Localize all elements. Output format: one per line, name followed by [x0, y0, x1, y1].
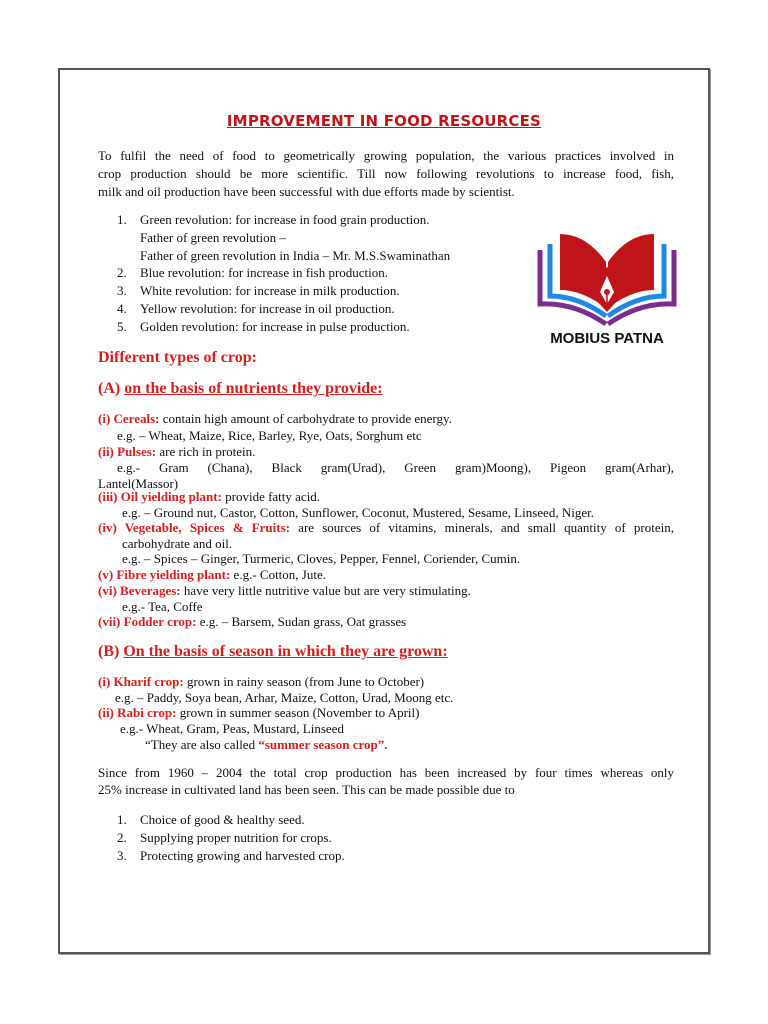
- oil-text: provide fatty acid.: [221, 489, 321, 504]
- section-a-heading: [98, 379, 383, 399]
- pulses-line: [98, 444, 255, 460]
- section-a-title: on the basis of nutrients they provide:: [124, 380, 383, 397]
- intro-line-2: crop production should be more scientific. Till now following revolutions to increase food, fish,: [98, 166, 674, 181]
- rabi-note-text: “They are also called: [145, 737, 259, 752]
- revolution-num-1: 1.: [117, 212, 127, 227]
- kharif-text: grown in rainy season (from June to October): [183, 674, 425, 689]
- veg-example: e.g. – Spices – Ginger, Turmeric, Cloves, Pepper, Fennel, Coriender, Cumin.: [122, 551, 521, 566]
- veg-line: [98, 520, 674, 536]
- revolution-num-5: 5.: [117, 319, 127, 334]
- section-heading: Different types of crop:: [98, 349, 257, 366]
- pulses-label: (ii) Pulses:: [98, 444, 157, 459]
- oil-label: (iii) Oil yielding plant:: [98, 489, 222, 504]
- section-a-prefix: (A): [98, 380, 125, 397]
- revolution-num-4: 4.: [117, 301, 127, 316]
- cereals-line: [98, 411, 452, 427]
- fodder-text: e.g. – Barsem, Sudan grass, Oat grasses: [196, 614, 407, 629]
- rabi-note: [145, 737, 387, 753]
- final-num-1: 1.: [117, 812, 127, 827]
- final-list-item: Choice of good & healthy seed.: [140, 812, 305, 827]
- final-num-2: 2.: [117, 830, 127, 845]
- revolution-item: Father of green revolution in India – Mr. M.S.Swaminathan: [140, 248, 451, 263]
- pulses-text: are rich in protein.: [156, 444, 256, 459]
- rabi-note-highlight: “summer season crop”.: [258, 737, 388, 752]
- intro-line-1: To fulfil the need of food to geometrically growing population, the various practices involved in: [98, 148, 674, 163]
- beverages-line: [98, 583, 471, 599]
- final-list-item: Supplying proper nutrition for crops.: [140, 830, 332, 845]
- oil-line: [98, 489, 320, 505]
- revolution-item: Father of green revolution –: [140, 230, 286, 245]
- pulses-example: e.g.- Gram (Chana), Black gram(Urad), Green gram)Moong), Pigeon gram(Arhar),: [117, 460, 674, 475]
- veg-text: are sources of vitamins, minerals, and small quantity of protein,: [289, 520, 675, 535]
- revolution-item: Blue revolution: for increase in fish production.: [140, 265, 389, 280]
- logo-text: MOBIUS PATNA: [550, 330, 664, 347]
- veg-label: (iv) Vegetable, Spices & Fruits:: [98, 520, 290, 535]
- closing-line-2: 25% increase in cultivated land has been seen. This can be made possible due to: [98, 782, 515, 797]
- beverages-label: (vi) Beverages:: [98, 583, 181, 598]
- revolution-item: Green revolution: for increase in food grain production.: [140, 212, 430, 227]
- cereals-label: (i) Cereals:: [98, 411, 160, 426]
- kharif-example: e.g. – Paddy, Soya bean, Arhar, Maize, Cotton, Urad, Moong etc.: [115, 690, 454, 705]
- intro-line-3: milk and oil production have been successful with due efforts made by scientist.: [98, 184, 515, 199]
- fibre-text: e.g.- Cotton, Jute.: [230, 567, 326, 582]
- fibre-line: [98, 567, 326, 583]
- final-list-item: Protecting growing and harvested crop.: [140, 848, 345, 863]
- fodder-label: (vii) Fodder crop:: [98, 614, 197, 629]
- pulses-example-2: Lantel(Massor): [98, 476, 179, 491]
- cereals-text: contain high amount of carbohydrate to provide energy.: [159, 411, 452, 426]
- beverages-example: e.g.- Tea, Coffe: [122, 599, 203, 614]
- section-b-prefix: (B): [98, 643, 124, 660]
- veg-text-2: carbohydrate and oil.: [122, 536, 233, 551]
- kharif-line: [98, 674, 424, 690]
- rabi-line: [98, 705, 419, 721]
- page-title: IMPROVEMENT IN FOOD RESOURCES: [226, 112, 542, 130]
- final-num-3: 3.: [117, 848, 127, 863]
- revolution-num-2: 2.: [117, 265, 127, 280]
- rabi-example: e.g.- Wheat, Gram, Peas, Mustard, Linseed: [120, 721, 344, 736]
- fodder-line: [98, 614, 406, 630]
- rabi-text: grown in summer season (November to April): [176, 705, 420, 720]
- closing-line-1: Since from 1960 – 2004 the total crop production has been increased by four times whereas only: [98, 765, 674, 780]
- rabi-label: (ii) Rabi crop:: [98, 705, 177, 720]
- kharif-label: (i) Kharif crop:: [98, 674, 184, 689]
- revolution-item: Yellow revolution: for increase in oil production.: [140, 301, 395, 316]
- section-b-heading: [98, 642, 448, 662]
- revolution-num-3: 3.: [117, 283, 127, 298]
- cereals-example: e.g. – Wheat, Maize, Rice, Barley, Rye, Oats, Sorghum etc: [117, 428, 422, 443]
- fibre-label: (v) Fibre yielding plant:: [98, 567, 231, 582]
- beverages-text: have very little nutritive value but are very stimulating.: [180, 583, 471, 598]
- revolution-item: Golden revolution: for increase in pulse production.: [140, 319, 410, 334]
- oil-example: e.g. – Ground nut, Castor, Cotton, Sunflower, Coconut, Mustered, Sesame, Linseed, Niger.: [122, 505, 594, 520]
- section-b-title: On the basis of season in which they are grown:: [123, 643, 448, 660]
- revolution-item: White revolution: for increase in milk production.: [140, 283, 400, 298]
